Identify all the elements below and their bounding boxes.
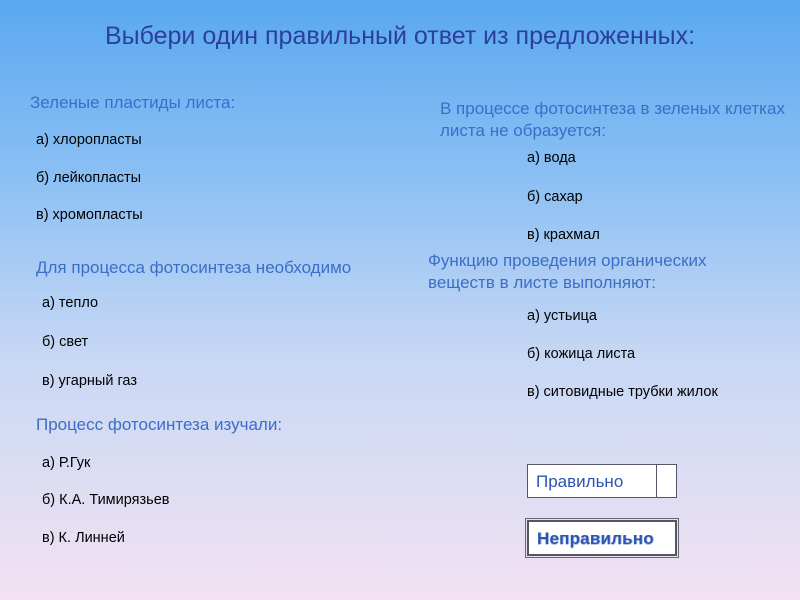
question-4-option-a[interactable]: а) устьица [527, 308, 597, 324]
question-2-option-b[interactable]: б) сахар [527, 189, 583, 205]
question-1-text: Зеленые пластиды листа: [30, 93, 236, 112]
wrong-button[interactable] [527, 520, 677, 556]
question-3-option-a[interactable]: а) тепло [42, 295, 99, 311]
question-2-text: В процессе фотосинтеза в зеленых клетках листа не образуется: [440, 99, 785, 140]
question-1-option-a[interactable]: а) хлоропласты [36, 132, 142, 148]
question-3-text: Для процесса фотосинтеза необходимо [36, 258, 352, 277]
correct-button-label: Правильно [536, 472, 624, 491]
question-4-option-c[interactable]: в) ситовидные трубки жилок [527, 384, 718, 400]
question-4-text: Функцию проведения органических веществ в листе выполняют: [428, 251, 707, 292]
question-4-option-b[interactable]: б) кожица листа [527, 346, 636, 362]
wrong-button-label: Неправильно [537, 529, 654, 548]
question-5-option-b[interactable]: б) К.А. Тимирязьев [42, 492, 170, 508]
correct-button[interactable] [527, 464, 677, 498]
question-5-text: Процесс фотосинтеза изучали: [36, 415, 283, 434]
question-3-option-b[interactable]: б) свет [42, 334, 89, 350]
question-1-option-c[interactable]: в) хромопласты [36, 207, 143, 223]
question-3-option-c[interactable]: в) угарный газ [42, 373, 137, 389]
button-divider [656, 465, 657, 497]
question-1-option-b[interactable]: б) лейкопласты [36, 170, 142, 186]
question-2-option-a[interactable]: а) вода [527, 150, 576, 166]
question-2-option-c[interactable]: в) крахмал [527, 227, 600, 243]
page-title: Выбери один правильный ответ из предложенных: [104, 22, 696, 50]
question-5-option-a[interactable]: а) Р.Гук [42, 455, 91, 471]
question-5-option-c[interactable]: в) К. Линней [42, 530, 125, 546]
